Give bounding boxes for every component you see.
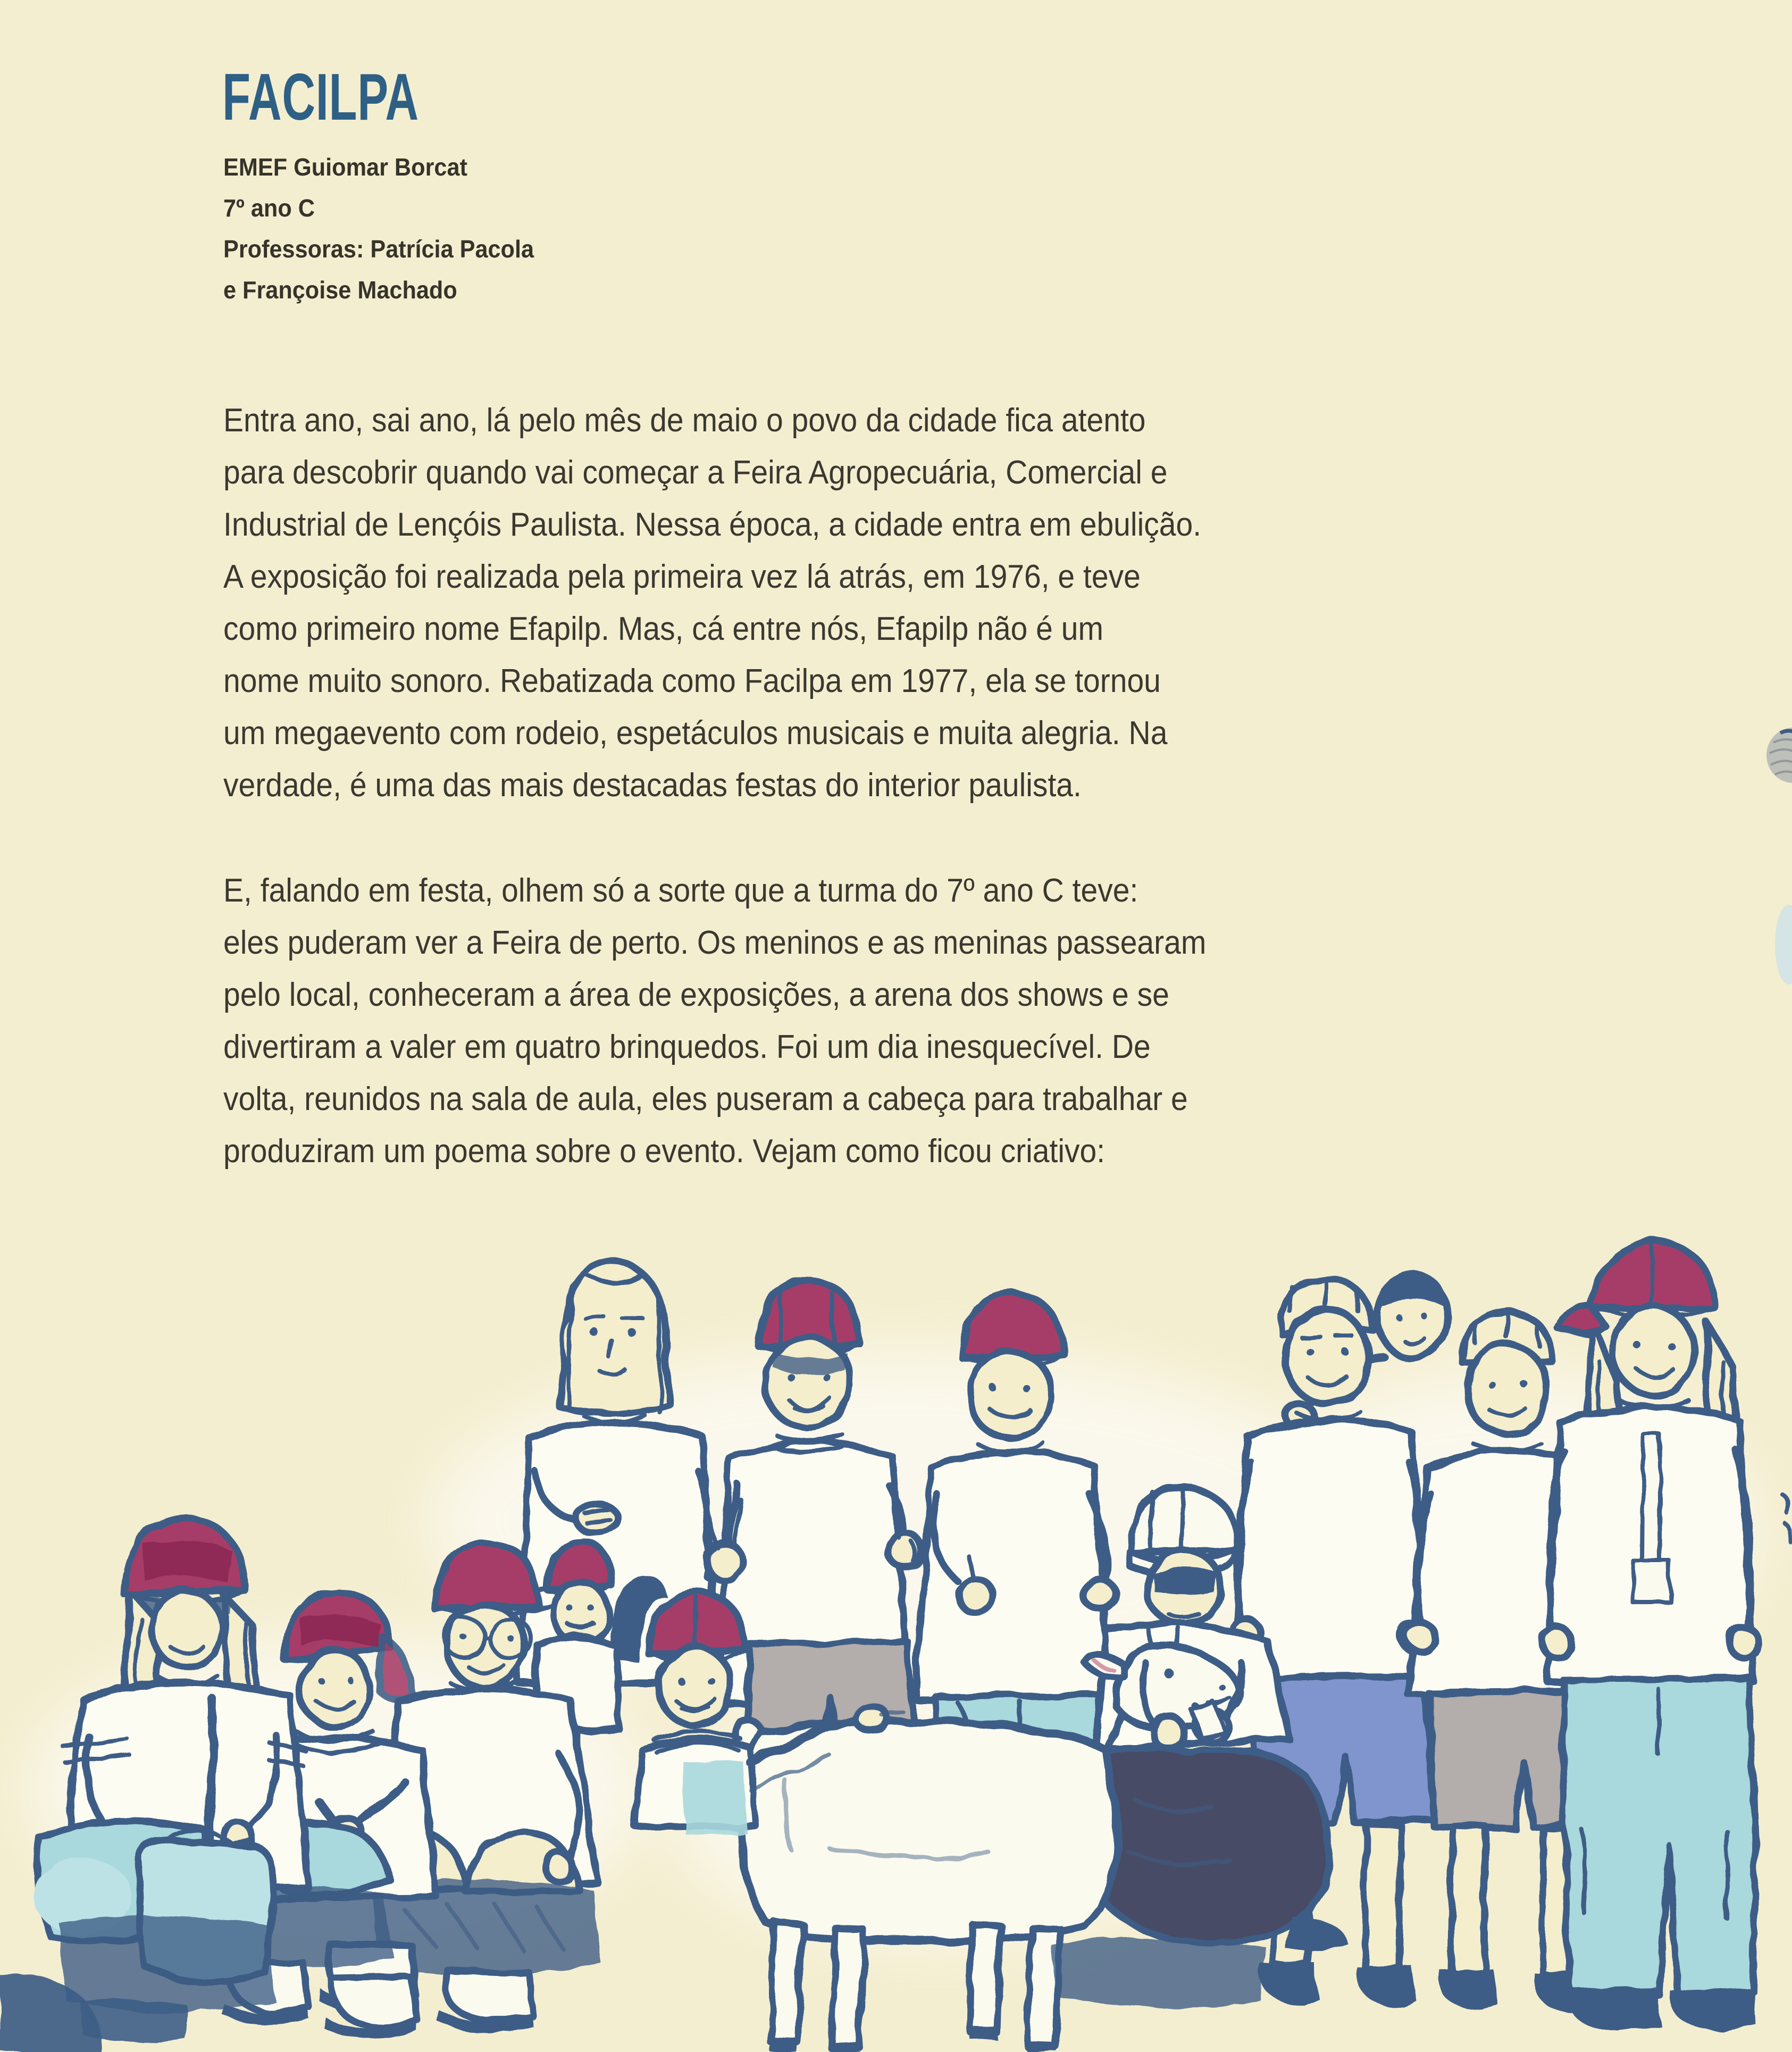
- text-line: pelo local, conheceram a área de exposições, a arena dos shows e se: [223, 977, 1169, 1013]
- text-line: como primeiro nome Efapilp. Mas, cá entre nós, Efapilp não é um: [223, 611, 1103, 647]
- text-line: produziram um poema sobre o evento. Vejam como ficou criativo:: [223, 1133, 1106, 1170]
- text-line: Entra ano, sai ano, lá pelo mês de maio o povo da cidade fica atento: [223, 402, 1146, 439]
- page-title: FACILPA: [222, 61, 419, 134]
- byline-block: [223, 147, 534, 311]
- student-seated-girl: [34, 1518, 308, 2042]
- page-edge-artifacts: [1749, 721, 1792, 1019]
- text-line: eles puderam ver a Feira de perto. Os meninos e as meninas passearam: [223, 924, 1207, 961]
- teachers-line-2: e Françoise Machado: [223, 276, 457, 304]
- school-name: EMEF Guiomar Borcat: [223, 153, 467, 181]
- grade-name: 7º ano C: [223, 194, 315, 222]
- students-with-goat-illustration: [0, 1223, 1792, 2052]
- man-foot-shadow: [1050, 1938, 1266, 2008]
- text-line: para descobrir quando vai começar a Feira Agropecuária, Comercial e: [223, 454, 1168, 491]
- text-line: nome muito sonoro. Rebatizada como Facilpa em 1977, ela se tornou: [223, 663, 1161, 699]
- text-line: verdade, é uma das mais destacadas festas do interior paulista.: [223, 767, 1082, 804]
- paragraph-field-trip: [223, 865, 1292, 1178]
- text-line: um megaevento com rodeio, espetáculos musicais e muita alegria. Na: [223, 715, 1168, 752]
- teachers-line-1: Professoras: Patrícia Pacola: [223, 235, 534, 263]
- edge-hand-mark: [1782, 1495, 1791, 1541]
- text-line: E, falando em festa, olhem só a sorte que a turma do 7º ano C teve:: [223, 872, 1138, 909]
- students-goat-sketch: [0, 1223, 1792, 2052]
- paragraph-intro: [223, 395, 1286, 812]
- text-line: A exposição foi realizada pela primeira vez lá atrás, em 1976, e teve: [223, 558, 1141, 595]
- student-tall-girl: [1542, 1241, 1759, 2032]
- blue-smudge: [1775, 905, 1792, 985]
- gray-scribble-blob: [1766, 728, 1792, 783]
- text-line: divertiram a valer em quatro brinquedos. Foi um dia inesquecível. De: [223, 1029, 1151, 1065]
- text-line: volta, reunidos na sala de aula, eles puseram a cabeça para trabalhar e: [223, 1081, 1188, 1117]
- text-line: Industrial de Lençóis Paulista. Nessa época, a cidade entra em ebulição.: [223, 506, 1202, 543]
